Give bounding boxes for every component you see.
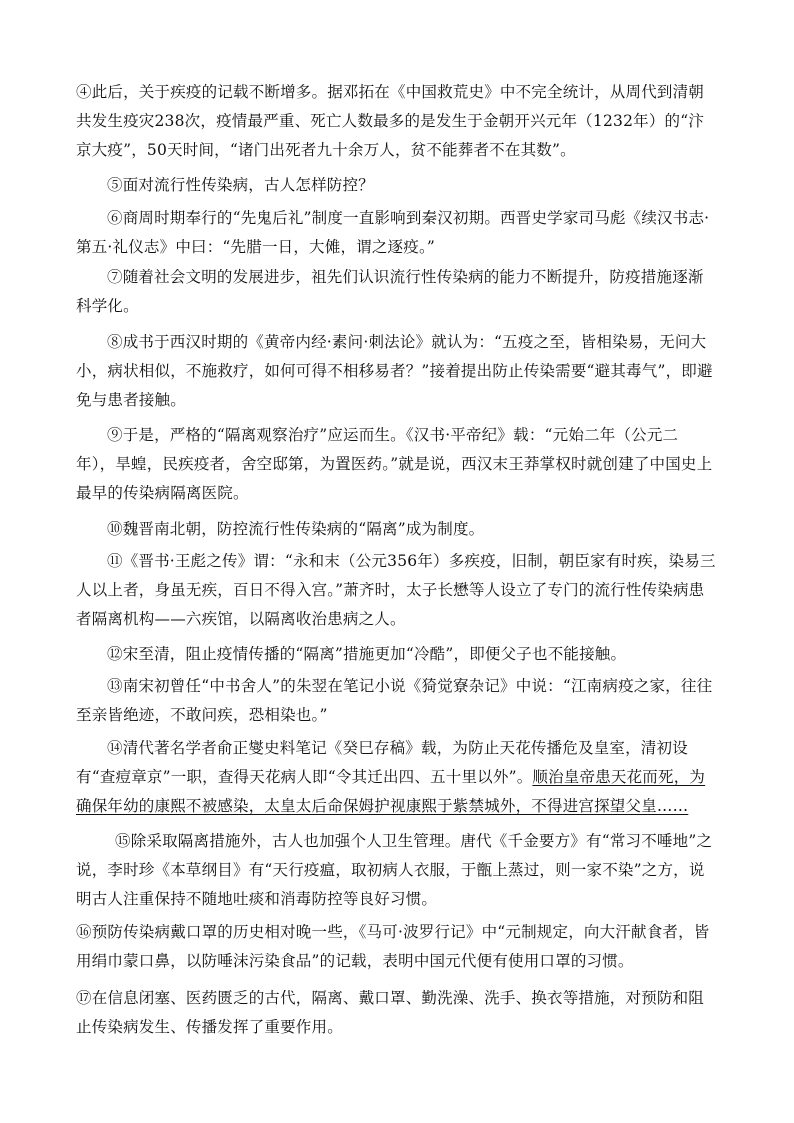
paragraph-6: ⑥商周时期奉行的“先鬼后礼”制度一直影响到秦汉初期。西晋史学家司马彪《续汉书志·第五·礼仪志》中曰：“先腊一日，大傩，谓之逐疫。” (76, 209, 710, 256)
paragraph-15: ⑮除采取隔离措施外，古人也加强个人卫生管理。唐代《千金要方》有“常习不唾地”之说，李时珍《本草纲目》有“天行疫瘟，取初病人衣服，于甑上蒸过，则一家不染”之方，说明古人注重保持不随地吐痰和消毒防控等良好习惯。 (76, 832, 713, 908)
paragraph-14 (76, 734, 716, 821)
paragraph-11: ⑪《晋书·王彪之传》谓：“永和末（公元356年）多疾疫，旧制，朝臣家有时疾，染易三人以上者，身虽无疾，百日不得入宫。”萧齐时，太子长懋等人设立了专门的流行性传染病患者隔离机构——六疾馆，以隔离收治患病之人。 (76, 552, 716, 628)
paragraph-14-text: ⑭清代著名学者俞正燮史料笔记《癸巳存稿》载，为防止天花传播危及皇室，清初设有“查痘章京”一职，查得天花病人即“令其迁出四、五十里以外”。 (76, 739, 688, 786)
paragraph-10: ⑩魏晋南北朝，防控流行性传染病的“隔离”成为制度。 (107, 520, 485, 538)
paragraph-16: ⑯预防传染病戴口罩的历史相对晚一些，《马可·波罗行记》中“元制规定，向大汗献食者，皆用绢巾蒙口鼻，以防唾沫污染食品”的记载，表明中国元代便有使用口罩的习惯。 (76, 923, 710, 970)
paragraph-8: ⑧成书于西汉时期的《黄帝内经·素问·刺法论》就认为：“五疫之至，皆相染易，无问大小，病状相似，不施救疗，如何可得不相移易者？”接着提出防止传染需要“避其毒气”，即避免与患者接触。 (76, 333, 713, 409)
paragraph-13: ⑬南宋初曾任“中书舍人”的朱翌在笔记小说《猗觉寮杂记》中说：“江南病疫之家，往往至亲皆绝迹，不敢问疾，恐相染也。” (76, 677, 713, 724)
paragraph-7: ⑦随着社会文明的发展进步，祖先们认识流行性传染病的能力不断提升，防疫措施逐渐科学化。 (76, 268, 704, 315)
paragraph-5: ⑤面对流行性传染病，古人怎样防控？ (107, 176, 374, 194)
paragraph-12: ⑫宋至清，阻止疫情传播的“隔离”措施更加“冷酷”，即便父子也不能接触。 (107, 645, 627, 663)
paragraph-9: ⑨于是，严格的“隔离观察治疗”应运而生。《汉书·平帝纪》载：“元始二年（公元二年），旱蝗，民疾疫者，舍空邸第，为置医药。”就是说，西汉末王莽掌权时就创建了中国史上最早的传染病隔离医院。 (76, 426, 713, 502)
paragraph-4: ④此后，关于疾疫的记载不断增多。据邓拓在《中国救荒史》中不完全统计，从周代到清朝共发生疫灾238次，疫情最严重、死亡人数最多的是发生于金朝开兴元年（1232年）的“汴京大疫”，50天时间，“诸门出死者九十余万人，贫不能葬者不在其数”。 (76, 83, 705, 159)
paragraph-14-underlined-text: 顺治皇帝患天花而死，为确保年幼的康熙不被感染，太皇太后命保姆护视康熙于紫禁城外，不得进宫探望父皇…… (76, 768, 706, 815)
paragraph-17: ⑰在信息闭塞、医药匮乏的古代，隔离、戴口罩、勤洗澡、洗手、换衣等措施，对预防和阻止传染病发生、传播发挥了重要作用。 (76, 989, 705, 1036)
